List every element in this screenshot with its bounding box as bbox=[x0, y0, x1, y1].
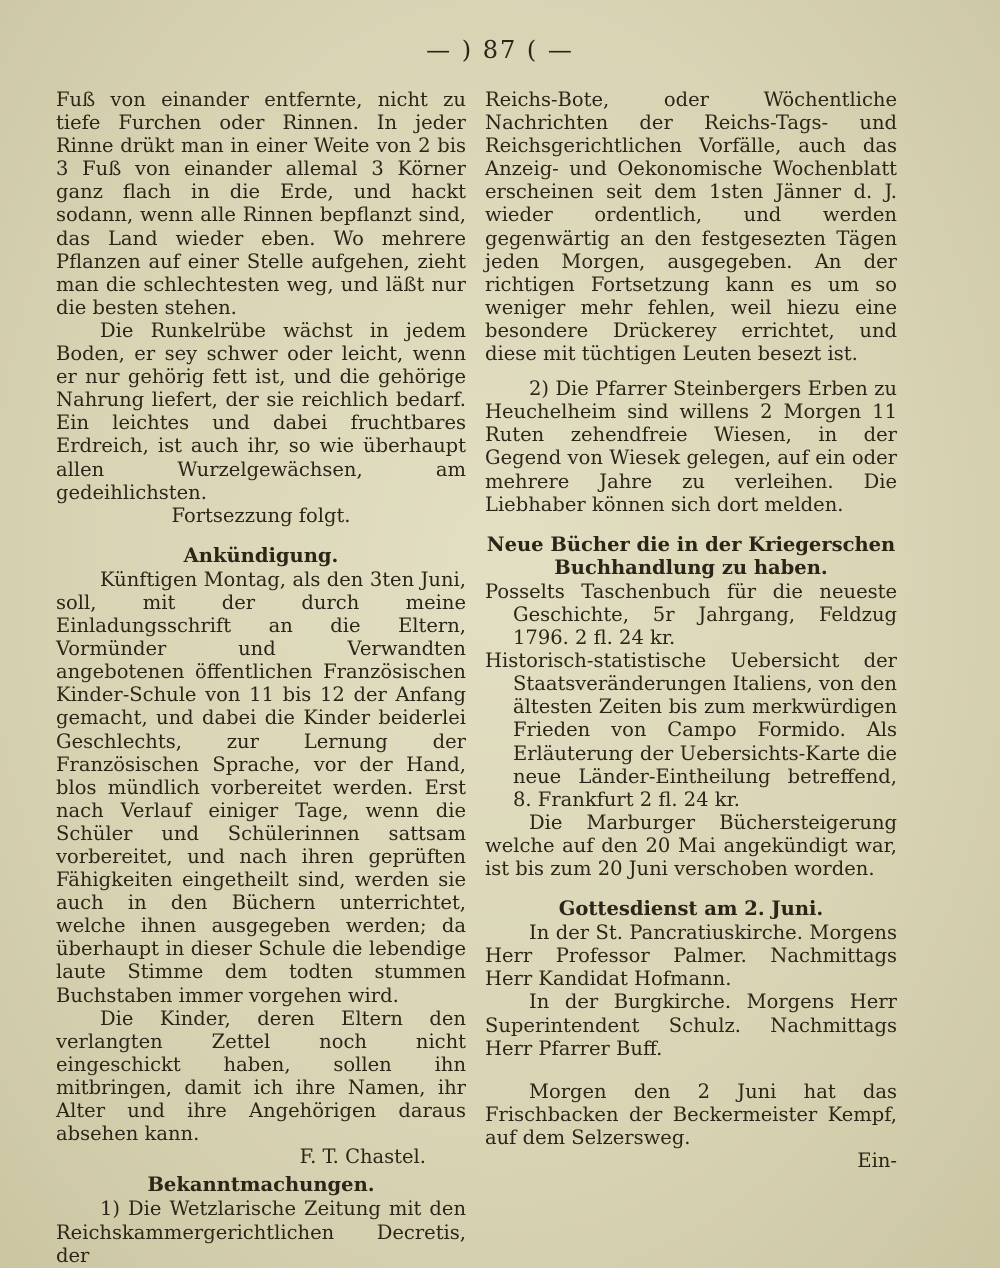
baking-notice: Morgen den 2 Juni hat das Frischbacken der Beckermeister Kempf, auf dem Selzersweg. bbox=[485, 1079, 897, 1149]
announcement-paragraph-2: Die Kinder, deren Eltern den verlangten Zettel noch nicht eingeschickt haben, sollen ihn mitbringen, damit ich ihre Namen, ihr Alter und ihre Angehörigen daraus absehen kann. bbox=[56, 1006, 466, 1146]
announcement-paragraph-1: Künftigen Montag, als den 3ten Juni, soll, mit der durch meine Einladungsschrift an die Eltern, Vormünder und Verwandten angebotenen öffentlichen Französischen Kinder-Schule von 11 bis 12 der Anfang gemacht, und dabei die Kinder beiderlei Geschlechts, zur Lernung der Französischen Sprache, vor der Hand, blos mündlich vorbereitet werden. Erst nach Verlauf einiger Tage, wenn die Schüler und Schülerinnen sattsam vorbereitet, und nach ihren geprüften Fähigkeiten eingetheilt sind, werden sie auch in den Büchern unterrichtet, welche ihnen ausgegeben werden; da überhaupt in dieser Schule die lebendige laute Stimme dem todten stummen Buchstaben immer vorgehen wird. bbox=[56, 567, 466, 1007]
notice-1-continued: Reichs-Bote, oder Wöchentliche Nachrichten der Reichs-Tags- und Reichsgerichtlichen Vorfälle, auch das Anzeig- und Oekonomische Wochenblatt erscheinen seit dem 1sten Jänner d. J. wieder ordentlich, und werden gegenwärtig an den festgesezten Tägen jeden Morgen, ausgegeben. An der richtigen Fortsetzung kann es um so weniger mehr fehlen, weil hiezu eine besondere Drückerey errichtet, und diese mit tüchtigen Leuten besezt ist. bbox=[485, 88, 897, 366]
books-title: Neue Bücher die in der Kriegerschen Buchhandlung zu haben. bbox=[486, 532, 896, 579]
notice-2: 2) Die Pfarrer Steinbergers Erben zu Heuchelheim sind willens 2 Morgen 11 Ruten zehendfreie Wiesen, in der Gegend von Wiesek gelegen, auf ein oder mehrere Jahre zu verleihen. Die Liebhaber können sich dort melden. bbox=[485, 377, 897, 516]
catchword: Ein- bbox=[857, 1149, 897, 1173]
book-entry-2: Historisch-statistische Uebersicht der Staatsveränderungen Italiens, von den ältesten Zeiten bis zum merkwürdigen Frieden von Campo Formido. Als Erläuterung der Uebersichts-Karte die neue Länder-Eintheilung betreffend, 8. Frankfurt 2 fl. 24 kr. bbox=[485, 649, 897, 811]
signature: F. T. Chastel. bbox=[299, 1145, 426, 1169]
notices-title: Bekanntmachungen. bbox=[147, 1173, 375, 1197]
service-title: Gottesdienst am 2. Juni. bbox=[558, 897, 824, 921]
auction-notice: Die Marburger Büchersteigerung welche auf den 20 Mai angekündigt war, ist bis zum 20 Juni verschoben worden. bbox=[485, 810, 897, 880]
notice-1-start: 1) Die Wetzlarische Zeitung mit den Reichskammergerichtlichen Decretis, der bbox=[56, 1197, 466, 1267]
left-column bbox=[56, 88, 466, 1267]
book-entry-1: Posselts Taschenbuch für die neueste Geschichte, 5r Jahrgang, Feldzug 1796. 2 fl. 24 kr. bbox=[485, 579, 897, 650]
announcement-title: Ankündigung. bbox=[183, 543, 339, 567]
service-st-pancratius: In der St. Pancratiuskirche. Morgens Herr Professor Palmer. Nachmittags Herr Kandidat Hofmann. bbox=[485, 921, 897, 991]
service-burgkirche: In der Burgkirche. Morgens Herr Superintendent Schulz. Nachmittags Herr Pfarrer Buff. bbox=[485, 990, 897, 1060]
paragraph-sowing: Fuß von einander entfernte, nicht zu tiefe Furchen oder Rinnen. In jeder Rinne drükt man in einer Weite von 2 bis 3 Fuß von einander allemal 3 Körner ganz flach in die Erde, und hackt sodann, wenn alle Rinnen bepflanzt sind, das Land wieder eben. Wo mehrere Pflanzen auf einer Stelle aufgehen, zieht man die schlechtesten weg, und läßt nur die besten stehen. bbox=[56, 88, 466, 319]
page-number: — ) 87 ( — bbox=[426, 36, 574, 64]
paragraph-beet: Die Runkelrübe wächst in jedem Boden, er sey schwer oder leicht, wenn er nur gehörig fett ist, und die gehörige Nahrung liefert, der sie reichlich bedarf. Ein leichtes und dabei fruchtbares Erdreich, ist auch ihr, so wie überhaupt allen Wurzelgewächsen, am gedeihlichsten. bbox=[56, 318, 466, 504]
continuation-note: Fortsezzung folgt. bbox=[171, 503, 351, 527]
right-column bbox=[485, 88, 897, 1172]
